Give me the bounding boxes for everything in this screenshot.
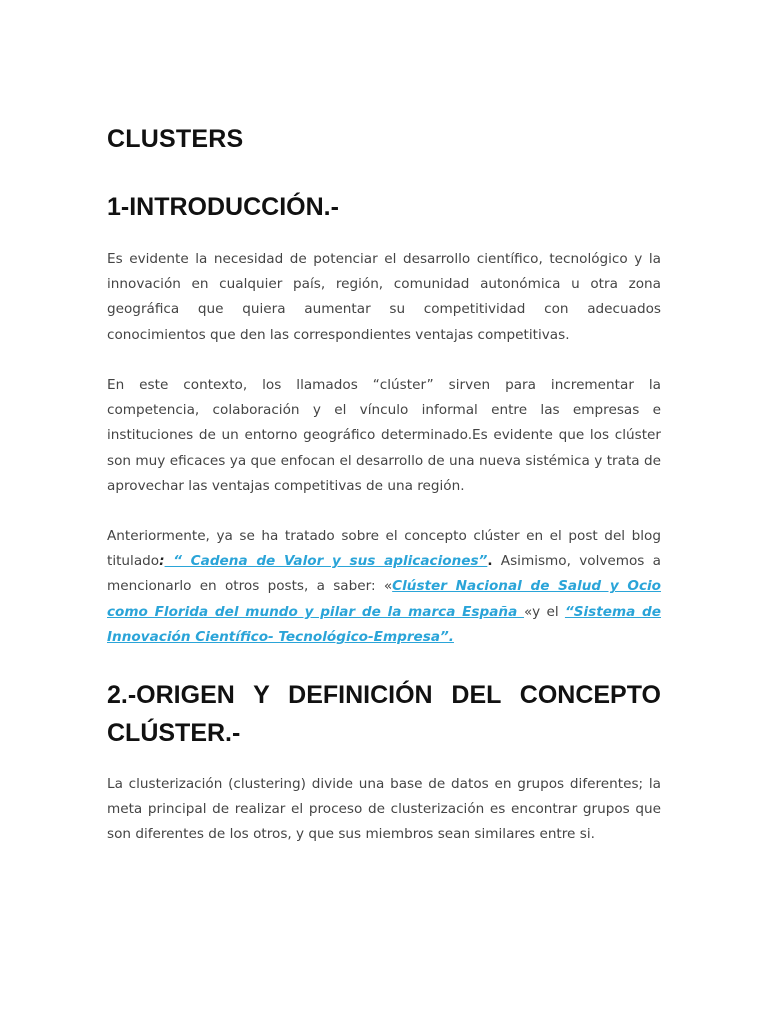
paragraph-origen-1: La clusterización (clustering) divide una base de datos en grupos diferentes; la meta principal de realizar el proceso de clusterización es encontrar grupos que son diferentes de los otros, y que sus miembros sean similares entre si. xyxy=(107,776,661,843)
colon-text: : xyxy=(159,553,165,570)
paragraph-intro-1: Es evidente la necesidad de potenciar el desarrollo científico, tecnológico y la innovación en cualquier país, región, comunidad autonómica u otra zona geográfica que quiera aumentar su competitividad con adecuados conocimientos que den las correspondientes ventajas competitivas. xyxy=(107,251,661,343)
paragraph-intro-3 xyxy=(107,524,661,650)
section-heading-origen: 2.-ORIGEN Y DEFINICIÓN DEL CONCEPTO CLÚSTER.- xyxy=(107,681,661,747)
paragraph-text: Asimismo, volvemos a mencionarlo en otros posts, a saber: « xyxy=(107,553,661,595)
link-sistema-innovacion[interactable]: “Sistema de Innovación Científico- Tecnológico-Empresa”. xyxy=(107,603,661,645)
paragraph-text: Anteriormente, ya se ha tratado sobre el concepto clúster en el post del blog titulado xyxy=(107,528,661,570)
document-title: CLUSTERS xyxy=(107,125,244,153)
link-cluster-nacional[interactable]: Clúster Nacional de Salud y Ocio como Florida del mundo y pilar de la marca España xyxy=(107,578,662,620)
paragraph-text: «y el xyxy=(524,603,565,620)
dot-text: . xyxy=(487,553,493,570)
link-cadena-de-valor[interactable]: “ Cadena de Valor y sus aplicaciones” xyxy=(164,553,488,570)
paragraph-intro-2: En este contexto, los llamados “clúster” sirven para incrementar la competencia, colaboración y el vínculo informal entre las empresas e instituciones de un entorno geográfico determinado.Es evidente que los clúster son muy eficaces ya que enfocan el desarrollo de una nueva sistémica y trata de aprovechar las ventajas competitivas de una región. xyxy=(107,377,661,494)
section-heading-introduccion: 1-INTRODUCCIÓN.- xyxy=(107,193,339,221)
